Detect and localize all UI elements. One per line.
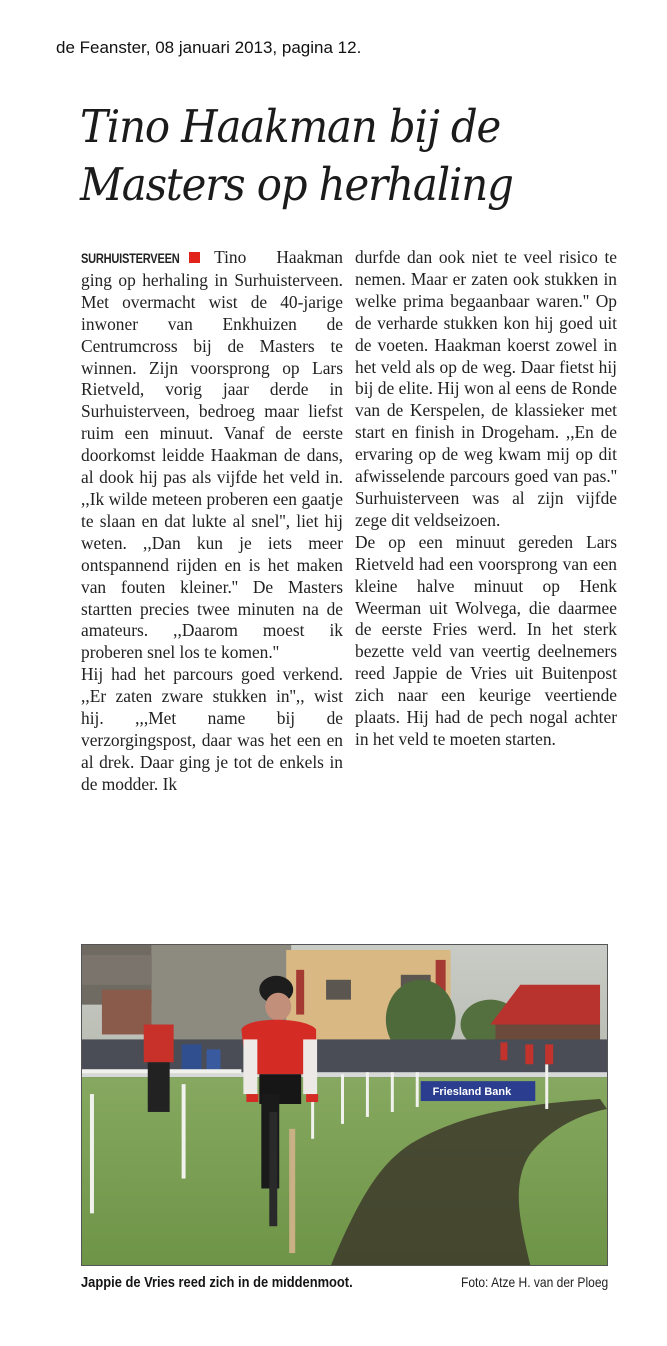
photo-caption: Jappie de Vries reed zich in de middenmoot. [81, 1274, 353, 1291]
article-column-1 [81, 247, 343, 796]
article-headline [80, 98, 601, 214]
paragraph-3: De op een minuut gereden Lars Rietveld had een voorsprong van een kleine halve minuut op Henk Weerman uit Wolvega, die daarmee de eerste Fries werd. In het sterk bezette veld van veertig deelnemers reed Jappie de Vries uit Buitenpost zich naar een keurige veertiende plaats. Hij had de pech nogal achter in het veld te moeten starten. [355, 531, 617, 749]
cyclocross-photo-illustration [82, 945, 607, 1265]
dateline: SURHUISTERVEEN [81, 251, 180, 266]
article-photo [81, 944, 608, 1266]
photo-credit: Foto: Atze H. van der Ploeg [460, 1274, 608, 1290]
article-paragraph [355, 532, 617, 751]
article-column-2 [355, 247, 617, 751]
article-paragraph [81, 247, 343, 664]
source-citation: de Feanster, 08 januari 2013, pagina 12. [56, 38, 362, 57]
article-paragraph [81, 664, 343, 795]
article-paragraph [355, 247, 617, 532]
headline-line-1: Tino Haakman bij de [80, 100, 501, 153]
paragraph-1-part-a: Tino Haakman ging op herhaling in Surhuisterveen. Met overmacht wist de 40-jarige inwoner van Enkhuizen de Centrumcross bij de Masters te winnen. Zijn voorsprong op Lars Rietveld, vorig jaar derde in Surhuisterveen, bedroeg maar liefst ruim een minuut. Vanaf de eerste doorkomst leidde Haakman de dans, al dook hij pas als vijfde het veld in. ,,Ik wilde meteen proberen een gaatje te slaan en dat lukte al snel'', liet hij weten. ,,Dan kun je iets meer ontspannend rijden en is het maken van fouten kleiner.'' De Masters startten precies twee minuten na de amateurs. ,,Daarom moest ik proberen snel los te komen.'' [81, 247, 343, 663]
paragraph-2-part-b: durfde dan ook niet te veel risico te nemen. Maar er zaten ook stukken in welke prima begaanbaar waren.'' Op de verharde stukken kon hij goed uit de voeten. Haakman koerst zowel in het veld als op de weg. Daar fietst hij bij de elite. Hij won al eens de Ronde van de Kerspelen, de klassieker met start en finish in Drogeham. ,,En de ervaring op de weg kwam mij op dit afwisselende parcours goed van pas.'' Surhuisterveen was al zijn vijfde zege dit veldseizoen. [355, 247, 617, 530]
headline-line-2: Masters op herhaling [80, 158, 513, 211]
sponsor-sign-text: Friesland Bank [432, 1086, 512, 1099]
red-square-bullet-icon [189, 252, 200, 263]
photo-caption-row [81, 1274, 608, 1291]
paragraph-2-part-a: Hij had het parcours goed verkend. ,,Er zaten zware stukken in'',, wist hij. ,,,Met name bij de verzorgingspost, daar was het een en al drek. Daar ging je tot de enkels in de modder. Ik [81, 664, 343, 794]
